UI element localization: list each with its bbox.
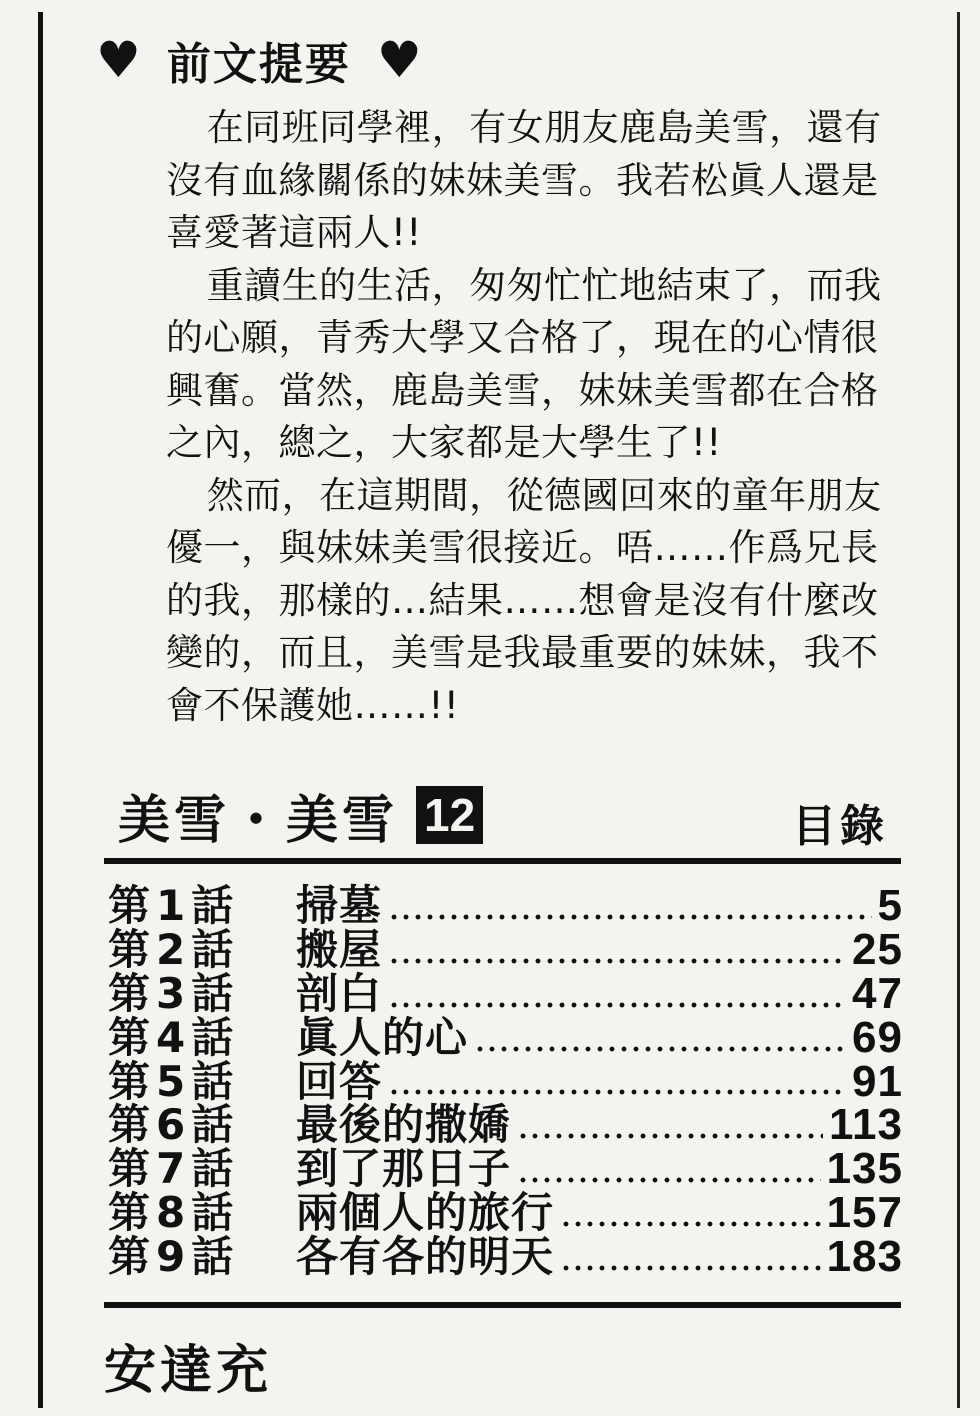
chapter-title: 搬屋	[296, 924, 383, 974]
chapter-page: 183	[826, 1232, 903, 1282]
dot-leader	[388, 884, 872, 928]
toc-entry[interactable]	[108, 1100, 903, 1150]
summary-header	[96, 30, 422, 90]
chapter-number: 第7話	[108, 1144, 240, 1194]
heart-icon: ♥	[376, 31, 422, 89]
toc-entry[interactable]	[108, 1188, 903, 1238]
dot-leader	[517, 1103, 823, 1147]
toc-entry[interactable]	[108, 924, 903, 974]
dot-leader	[560, 1191, 821, 1235]
chapter-title: 各有各的明天	[296, 1232, 555, 1282]
chapter-title: 兩個人的旅行	[296, 1188, 555, 1238]
volume-badge: 12	[416, 786, 483, 844]
toc-entry[interactable]	[108, 1232, 903, 1282]
chapter-page: 157	[826, 1188, 903, 1238]
toc-entry[interactable]	[108, 1056, 903, 1106]
toc-entry[interactable]	[108, 968, 903, 1018]
dot-leader	[517, 1147, 821, 1191]
chapter-title: 剖白	[296, 968, 383, 1018]
chapter-title: 回答	[296, 1056, 383, 1106]
summary-paragraph: 重讀生的生活，匆匆忙忙地結束了，而我的心願，青秀大學又合格了，現在的心情很興奮。當然，鹿島美雪，妹妹美雪都在合格之內，總之，大家都是大學生了!!	[166, 263, 882, 464]
toc-entry[interactable]	[108, 1012, 903, 1062]
heart-icon: ♥	[96, 31, 141, 89]
chapter-number: 第1話	[108, 881, 240, 930]
table-of-contents	[108, 881, 903, 1282]
dot-leader	[388, 972, 846, 1016]
chapter-number: 第4話	[108, 1012, 240, 1062]
toc-entry[interactable]	[108, 881, 903, 930]
toc-bottom-rule	[104, 1302, 901, 1308]
dot-leader	[388, 928, 846, 972]
chapter-title: 掃墓	[296, 881, 383, 930]
chapter-number: 第9話	[108, 1232, 240, 1282]
dot-leader	[474, 1016, 846, 1060]
chapter-page: 5	[877, 881, 903, 930]
summary-body	[166, 102, 890, 732]
chapter-title: 到了那日子	[296, 1144, 512, 1194]
chapter-number: 第2話	[108, 924, 240, 974]
chapter-number: 第8話	[108, 1188, 240, 1238]
dot-leader	[388, 1060, 846, 1104]
book-title-row	[118, 782, 483, 851]
chapter-page: 135	[826, 1144, 903, 1194]
dot-leader	[560, 1235, 821, 1279]
right-border-line	[957, 12, 960, 1408]
chapter-title: 最後的撒嬌	[296, 1100, 512, 1150]
chapter-number: 第6話	[108, 1100, 240, 1150]
toc-entry[interactable]	[108, 1144, 903, 1194]
chapter-title: 眞人的心	[296, 1012, 469, 1062]
summary-heading: 前文提要	[166, 39, 351, 90]
author-name: 安達充	[104, 1341, 273, 1401]
chapter-page: 69	[852, 1012, 903, 1062]
toc-heading: 目錄	[792, 801, 888, 852]
toc-top-rule	[104, 858, 901, 864]
left-border-line	[38, 12, 43, 1408]
summary-paragraph: 在同班同學裡，有女朋友鹿島美雪，還有沒有血緣關係的妹妹美雪。我若松眞人還是喜愛著這兩人!!	[166, 106, 882, 254]
chapter-page: 113	[829, 1100, 903, 1150]
book-title: 美雪・美雪	[118, 790, 399, 851]
chapter-page: 25	[852, 924, 903, 974]
chapter-page: 91	[852, 1056, 903, 1106]
chapter-number: 第5話	[108, 1056, 240, 1106]
summary-paragraph: 然而，在這期間，從德國回來的童年朋友優一，與妹妹美雪很接近。唔……作爲兄長的我，那樣的…結果……想會是沒有什麼改變的，而且，美雪是我最重要的妹妹，我不會不保護她……!!	[166, 473, 882, 727]
chapter-number: 第3話	[108, 968, 240, 1018]
chapter-page: 47	[852, 968, 903, 1018]
